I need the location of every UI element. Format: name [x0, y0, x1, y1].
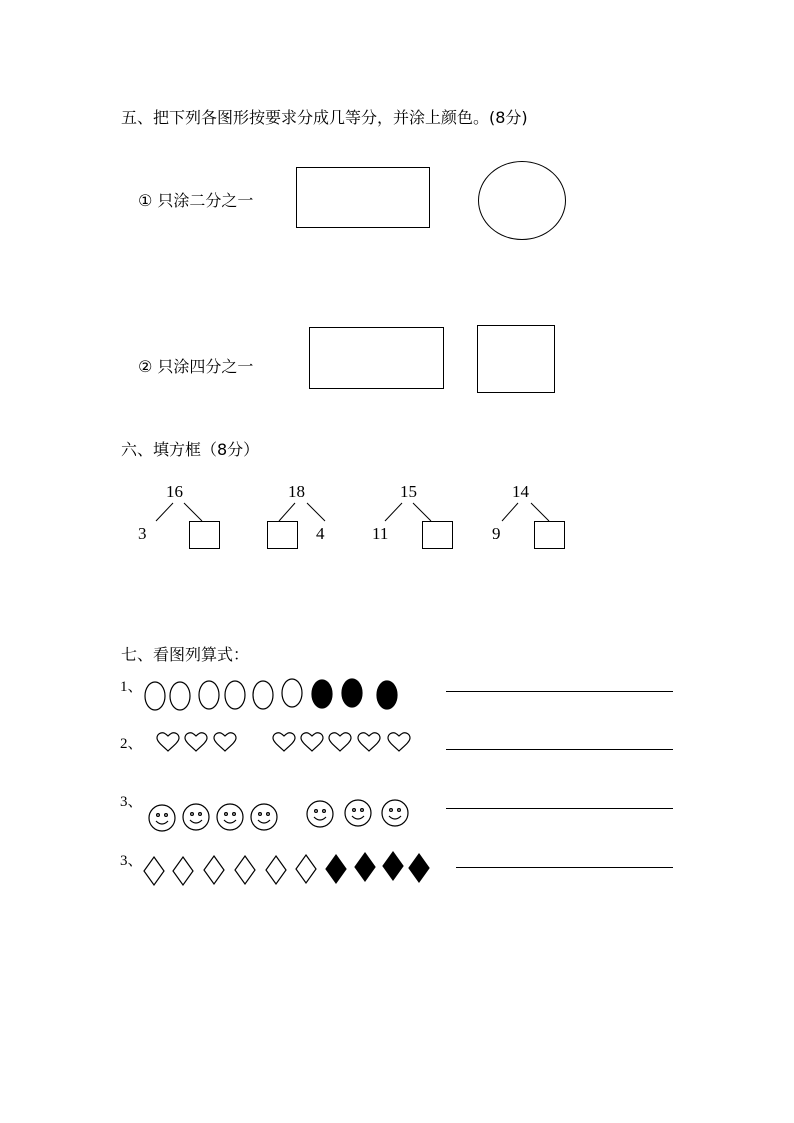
- smiley-face-icon: [183, 804, 209, 830]
- section-7-title: 七、看图列算式：: [121, 645, 250, 664]
- heart-icon: [157, 733, 179, 751]
- tree-top-number: 14: [512, 482, 529, 501]
- row-label: 2、: [120, 736, 143, 752]
- tree-left-number: 11: [372, 524, 389, 543]
- heart-icon: [214, 733, 236, 751]
- diamond-icon: [355, 853, 375, 881]
- tree-right-number: 4: [316, 524, 325, 543]
- heart-icon: [273, 733, 295, 751]
- item-2-label: ② 只涂四分之一: [138, 357, 254, 376]
- oval-icon: [342, 679, 362, 707]
- oval-icon: [312, 680, 332, 708]
- oval-icon: [282, 679, 302, 707]
- smiley-face-icon: [217, 804, 243, 830]
- item-1-label: ① 只涂二分之一: [138, 191, 254, 210]
- diamond-icon: [296, 855, 316, 883]
- diamond-icon: [144, 857, 164, 885]
- smiley-face-icon: [251, 804, 277, 830]
- oval-icon: [253, 681, 273, 709]
- diamond-icon: [204, 856, 224, 884]
- tree-top-number: 18: [288, 482, 305, 501]
- oval-icon: [377, 681, 397, 709]
- row-label: 3、: [120, 794, 143, 810]
- oval-icon: [225, 681, 245, 709]
- heart-icon: [358, 733, 380, 751]
- smiley-face-icon: [382, 800, 408, 826]
- tree-top-number: 15: [400, 482, 417, 501]
- diamond-icon: [409, 854, 429, 882]
- smiley-face-icon: [149, 805, 175, 831]
- row-label: 1、: [120, 679, 143, 695]
- diamond-icon: [173, 857, 193, 885]
- section-6-title: 六、填方框（8分）: [121, 440, 260, 459]
- diamond-icon: [235, 856, 255, 884]
- oval-icon: [145, 682, 165, 710]
- tree-top-number: 16: [166, 482, 183, 501]
- diamond-icon: [383, 852, 403, 880]
- oval-icon: [170, 682, 190, 710]
- section-5-title: 五、把下列各图形按要求分成几等分，并涂上颜色。(8分): [121, 108, 528, 127]
- heart-icon: [388, 733, 410, 751]
- diamond-icon: [266, 856, 286, 884]
- smiley-face-icon: [345, 800, 371, 826]
- smiley-face-icon: [307, 801, 333, 827]
- tree-left-number: 3: [138, 524, 147, 543]
- heart-icon: [301, 733, 323, 751]
- heart-icon: [185, 733, 207, 751]
- row-label: 3、: [120, 853, 143, 869]
- tree-left-number: 9: [492, 524, 501, 543]
- diamond-icon: [326, 855, 346, 883]
- heart-icon: [329, 733, 351, 751]
- oval-icon: [199, 681, 219, 709]
